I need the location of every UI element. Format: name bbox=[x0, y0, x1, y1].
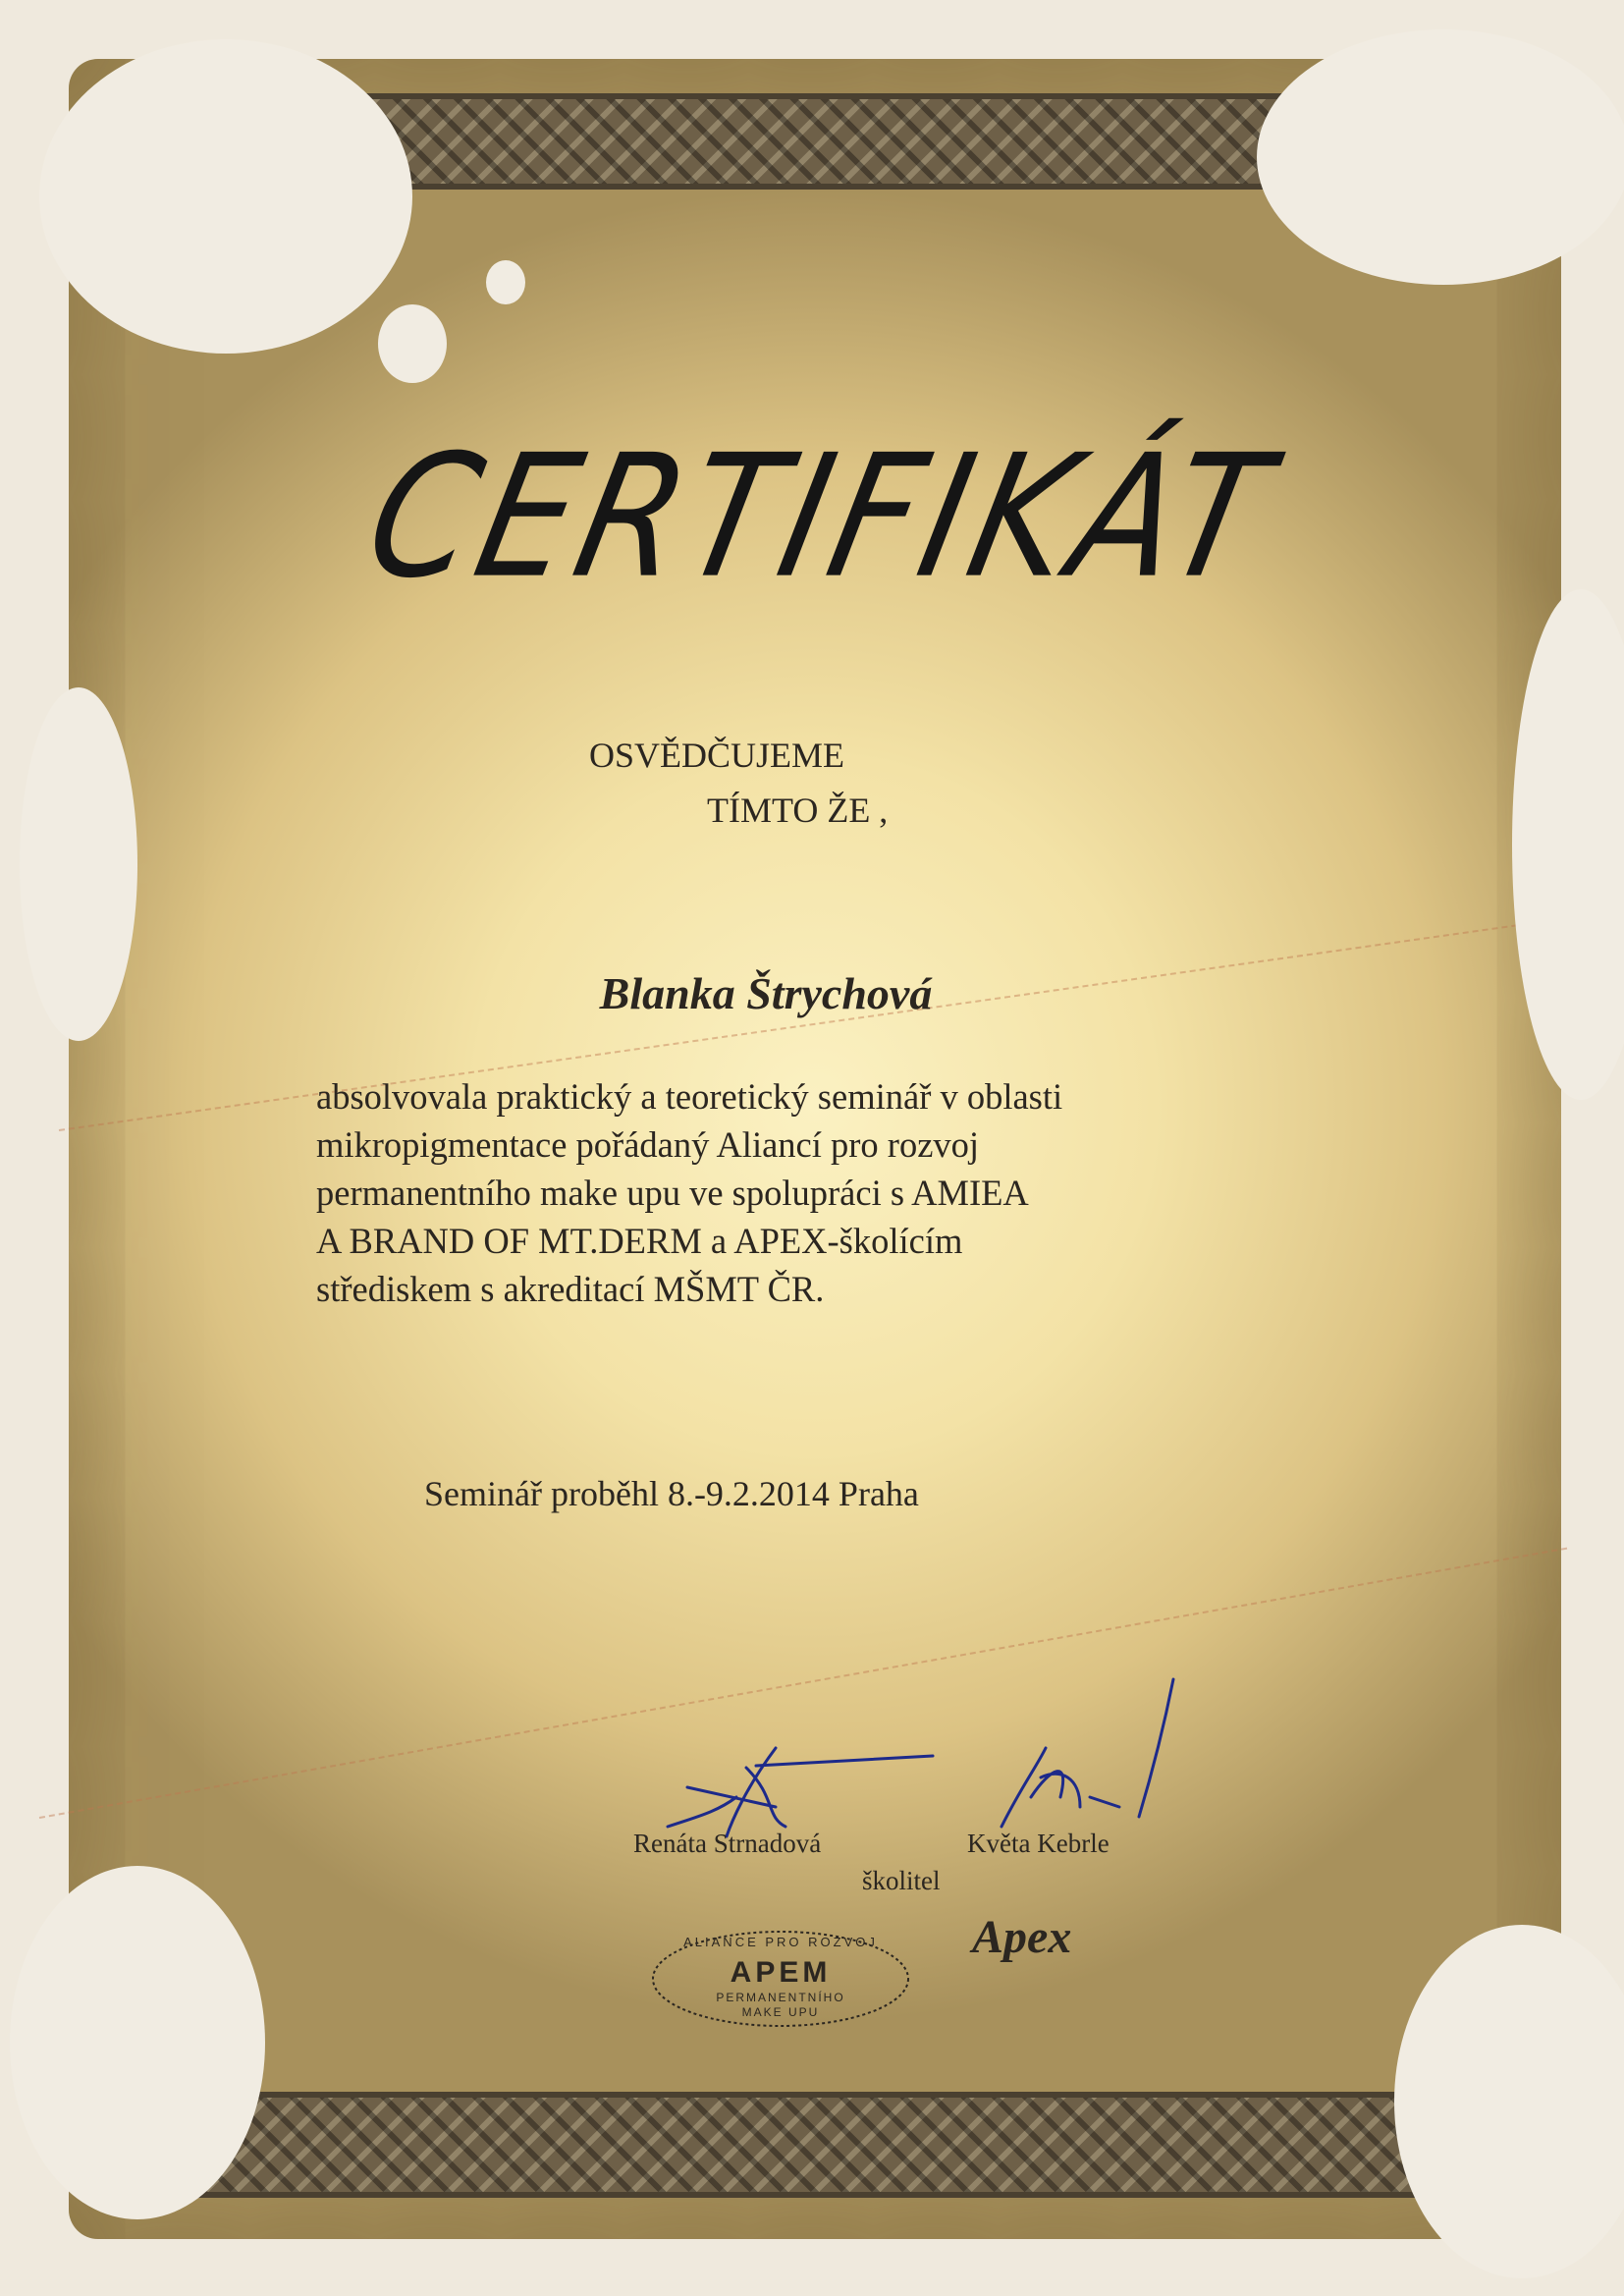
seal-brand: APEM bbox=[730, 1956, 832, 1989]
certificate-title: CERTIFIKÁT bbox=[352, 418, 1290, 617]
body-line: absolvovala praktický a teoretický seminář v oblasti bbox=[316, 1076, 1063, 1117]
apem-seal-logo bbox=[643, 1925, 918, 2033]
seal-line-1: PERMANENTNÍHO bbox=[716, 1991, 845, 2004]
grunge-splotch bbox=[10, 1866, 265, 2219]
top-ornament-band bbox=[324, 93, 1365, 190]
certificate-body bbox=[316, 1072, 1377, 1313]
seminar-date-line: Seminář proběhl 8.-9.2.2014 Praha bbox=[424, 1474, 919, 1513]
intro-line-2: TÍMTO ŽE , bbox=[707, 791, 889, 830]
grunge-splotch bbox=[20, 687, 137, 1041]
grunge-splotch bbox=[39, 39, 412, 354]
bottom-ornament-band bbox=[108, 2092, 1522, 2198]
seal-arc-text: ALIANCE PRO ROZVOJ bbox=[683, 1935, 878, 1949]
grunge-splotch bbox=[1257, 29, 1624, 285]
signatory-role: školitel bbox=[862, 1866, 941, 1895]
seal-line-2: MAKE UPU bbox=[741, 2005, 820, 2019]
intro-line-1: OSVĚDČUJEME bbox=[589, 736, 845, 775]
grunge-splotch bbox=[486, 260, 525, 304]
signatory-right-name: Květa Kebrle bbox=[967, 1829, 1110, 1858]
body-line: A BRAND OF MT.DERM a APEX-školícím bbox=[316, 1221, 963, 1261]
body-line: střediskem s akreditací MŠMT ČR. bbox=[316, 1269, 825, 1309]
signatory-left-name: Renáta Strnadová bbox=[633, 1829, 822, 1858]
recipient-name: Blanka Štrychová bbox=[599, 968, 933, 1018]
body-line: permanentního make upu ve spolupráci s AMIEA bbox=[316, 1173, 1029, 1213]
body-line: mikropigmentace pořádaný Aliancí pro rozvoj bbox=[316, 1124, 980, 1165]
apex-logo: Apex bbox=[972, 1911, 1072, 1963]
grunge-splotch bbox=[378, 304, 447, 383]
